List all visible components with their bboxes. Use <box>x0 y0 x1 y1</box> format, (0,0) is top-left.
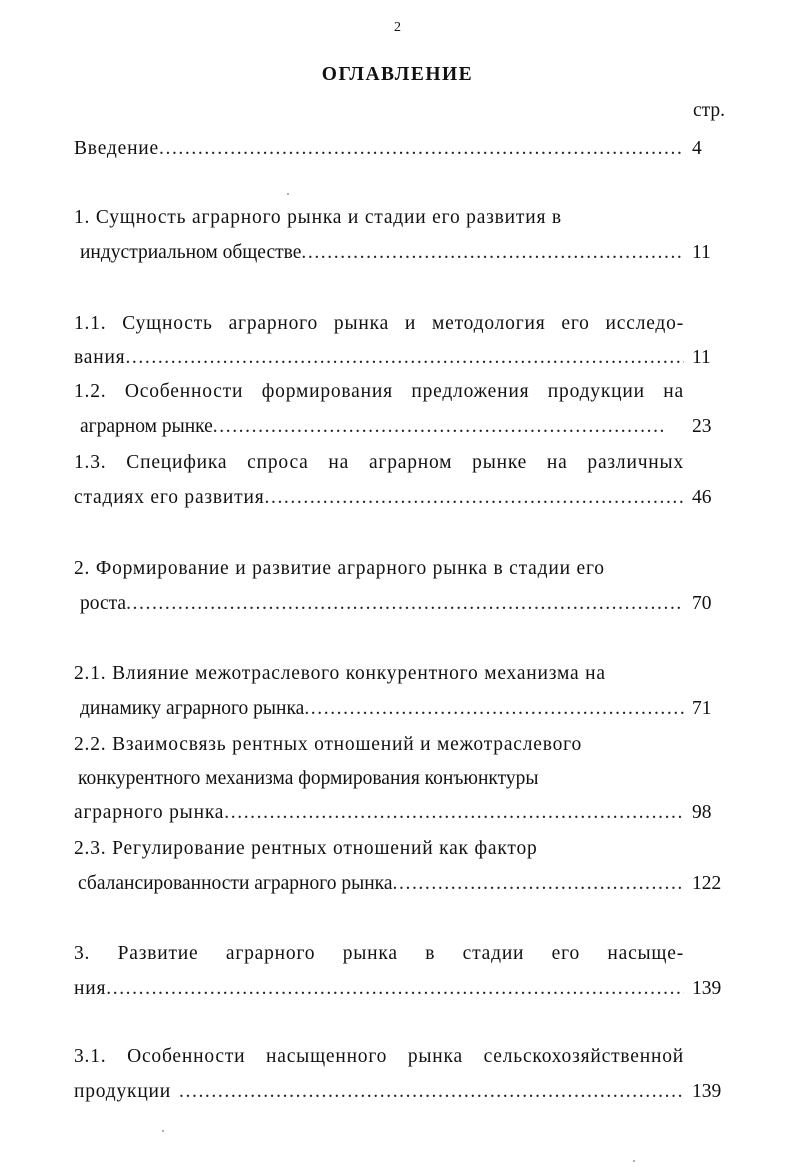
toc-page-number: 139 <box>692 1081 722 1102</box>
leader-dots <box>213 416 666 438</box>
toc-entry-1-line1: 1. Сущность аграрного рынка и стадии его развития в <box>74 207 562 228</box>
toc-page-number: 11 <box>692 347 711 368</box>
toc-page-number: 122 <box>692 873 722 894</box>
toc-page-number: 11 <box>692 242 711 263</box>
leader-dots <box>301 242 684 264</box>
toc-entry-3-1-line1: 3.1. Особенности насыщенного рынка сельскохозяйственной <box>74 1046 684 1067</box>
toc-entry-1-1-line1: 1.1. Сущность аграрного рынка и методология его исследо- <box>74 313 684 334</box>
toc-entry-title: Введение <box>74 138 159 159</box>
leader-dots <box>126 593 684 615</box>
scan-speck <box>162 1130 164 1132</box>
toc-page-number: 98 <box>692 802 712 823</box>
toc-entry-title: роста <box>80 593 127 614</box>
scan-speck <box>287 193 289 195</box>
toc-entry-title: аграрном рынке <box>80 416 213 437</box>
leader-dots <box>125 347 684 369</box>
leader-dots <box>106 978 684 1000</box>
toc-entry-2-2-line1: 2.2. Взаимосвязь рентных отношений и межотраслевого <box>74 734 582 755</box>
leader-dots <box>159 138 684 160</box>
toc-entry-1-1-line2 <box>74 347 684 369</box>
toc-entry-2-1-line1: 2.1. Влияние межотраслевого конкурентного механизма на <box>74 663 606 684</box>
leader-dots <box>179 1081 684 1103</box>
toc-entry-intro <box>74 138 684 160</box>
toc-entry-title: аграрного рынка <box>74 802 225 823</box>
page-title: ОГЛАВЛЕНИЕ <box>321 64 474 85</box>
toc-page-number: 23 <box>692 416 712 437</box>
toc-entry-3-line2 <box>74 978 684 1000</box>
toc-entry-1-2-line1: 1.2. Особенности формирования предложения продукции на <box>74 381 684 402</box>
page-number: 2 <box>394 20 401 35</box>
scan-speck <box>633 1160 635 1162</box>
toc-entry-title: продукции <box>74 1081 172 1102</box>
leader-dots <box>224 802 684 824</box>
toc-entry-2-1-line2 <box>80 698 684 720</box>
toc-entry-1-line2 <box>80 242 684 264</box>
toc-page-number: 4 <box>692 138 702 159</box>
toc-entry-2-2-line2: конкурентного механизма формирования конъюнктуры <box>78 768 539 789</box>
toc-entry-title: вания <box>74 347 126 368</box>
toc-entry-2-line2 <box>80 593 684 615</box>
toc-entry-2-3-line1: 2.3. Регулирование рентных отношений как фактор <box>74 838 538 859</box>
toc-page-number: 139 <box>692 978 722 999</box>
toc-entry-2-3-line2 <box>78 873 684 895</box>
toc-page-number: 70 <box>692 593 712 614</box>
toc-page-number: 46 <box>692 487 712 508</box>
leader-dots <box>393 873 684 895</box>
toc-entry-1-2-line2 <box>80 416 666 438</box>
toc-entry-1-3-line1: 1.3. Специфика спроса на аграрном рынке на различных <box>74 452 684 473</box>
toc-page-number: 71 <box>692 698 712 719</box>
toc-entry-title: индустриальном обществе <box>80 242 302 263</box>
toc-entry-title: ния <box>74 978 107 999</box>
toc-entry-2-line1: 2. Формирование и развитие аграрного рынка в стадии его <box>74 558 605 579</box>
toc-entry-1-3-line2 <box>74 487 684 509</box>
toc-entry-3-1-line2 <box>74 1081 684 1103</box>
toc-entry-title: сбалансированности аграрного рынка <box>78 873 393 894</box>
toc-entry-title: динамику аграрного рынка <box>80 698 305 719</box>
page-column-label: стр. <box>693 100 726 121</box>
leader-dots <box>304 698 684 720</box>
toc-entry-2-2-line3 <box>74 802 684 824</box>
toc-entry-title: стадиях его развития <box>74 487 265 508</box>
toc-entry-3-line1: 3. Развитие аграрного рынка в стадии его насыще- <box>74 943 684 964</box>
leader-dots <box>265 487 685 509</box>
